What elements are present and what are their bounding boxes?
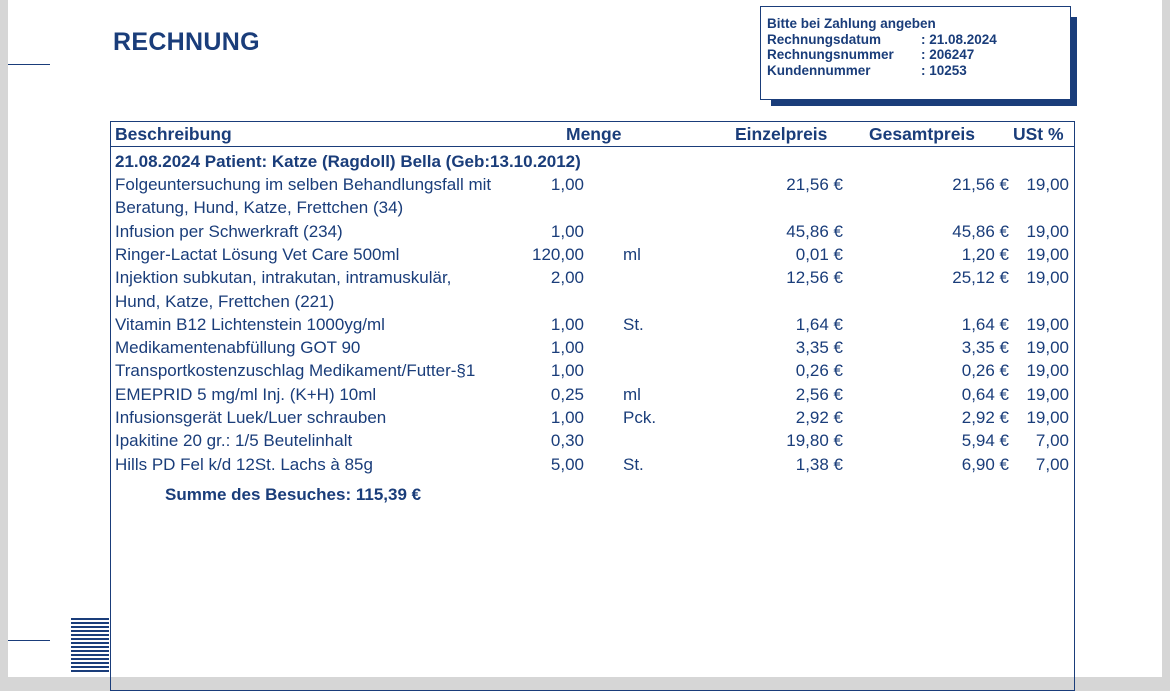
row-total-price: 5,94 € (961, 431, 1009, 451)
customer-number-label: Kundennummer (767, 62, 871, 78)
customer-number-value: : 10253 (921, 62, 967, 78)
row-unit: Pck. (623, 408, 657, 427)
row-vat: 19,00 (1026, 338, 1069, 358)
header-quantity: Menge (566, 124, 622, 144)
row-quantity: 0,30 (550, 431, 584, 451)
row-quantity: 120,00 (532, 244, 584, 264)
invoice-date-value: : 21.08.2024 (921, 31, 997, 47)
table-row (0, 431, 1154, 454)
row-description: Hills PD Fel k/d 12St. Lachs à 85g (115, 454, 373, 474)
row-vat: 19,00 (1026, 244, 1069, 264)
row-unit-price: 21,56 € (786, 175, 843, 194)
page-title: RECHNUNG (113, 28, 260, 56)
row-vat: 7,00 (1035, 454, 1069, 474)
row-description: Injektion subkutan, intrakutan, intramuskulär, (115, 268, 452, 288)
row-total-price: 3,35 € (961, 338, 1009, 358)
table-header (110, 121, 1075, 147)
row-description: Infusionsgerät Luek/Luer schrauben (115, 408, 387, 427)
row-quantity: 0,25 (550, 384, 584, 404)
row-vat: 19,00 (1026, 361, 1069, 381)
row-total-price: 1,20 € (961, 244, 1009, 264)
row-description: Ringer-Lactat Lösung Vet Care 500ml (115, 244, 400, 264)
row-total-price: 2,92 € (961, 408, 1009, 427)
row-unit-price: 0,01 € (795, 244, 843, 264)
info-heading: Bitte bei Zahlung angeben (767, 16, 936, 31)
row-unit: St. (623, 454, 644, 474)
patient-line: 21.08.2024 Patient: Katze (Ragdoll) Bella (Geb:13.10.2012) (115, 152, 581, 171)
row-quantity: 1,00 (550, 338, 584, 358)
customer-number-line (767, 63, 1070, 79)
row-total-price: 1,64 € (961, 314, 1009, 334)
invoice-number-label: Rechnungsnummer (767, 47, 894, 62)
row-total-price: 25,12 € (952, 268, 1009, 288)
row-quantity: 2,00 (550, 268, 584, 288)
row-vat: 19,00 (1026, 384, 1069, 404)
row-unit-price: 1,64 € (795, 314, 843, 334)
row-unit-price: 0,26 € (795, 361, 843, 381)
row-description: Ipakitine 20 gr.: 1/5 Beutelinhalt (115, 431, 353, 451)
barcode-marks (71, 618, 109, 677)
row-unit-price: 19,80 € (786, 431, 843, 451)
table-row (0, 408, 1154, 431)
row-unit: ml (623, 384, 641, 404)
row-unit: St. (623, 314, 644, 334)
invoice-number-line (767, 47, 1070, 63)
header-total-price: Gesamtpreis (869, 124, 976, 144)
table-row (0, 338, 1154, 361)
row-unit: ml (623, 244, 641, 264)
fold-mark-top (8, 64, 50, 65)
row-description: Beratung, Hund, Katze, Frettchen (34) (115, 198, 404, 218)
header-unit-price: Einzelpreis (735, 124, 828, 144)
row-vat: 19,00 (1026, 175, 1069, 194)
invoice-number-value: : 206247 (921, 47, 975, 62)
header-description: Beschreibung (115, 124, 232, 144)
row-unit-price: 45,86 € (786, 221, 843, 241)
table-row (0, 361, 1154, 384)
row-quantity: 1,00 (550, 408, 584, 427)
row-description: EMEPRID 5 mg/ml Inj. (K+H) 10ml (115, 384, 377, 404)
row-total-price: 0,26 € (961, 361, 1009, 381)
row-total-price: 6,90 € (961, 454, 1009, 474)
invoice-date-label: Rechnungsdatum (767, 31, 882, 47)
row-unit-price: 1,38 € (795, 454, 843, 474)
row-unit-price: 2,56 € (795, 384, 843, 404)
fold-mark-bottom (8, 640, 50, 641)
row-quantity: 1,00 (550, 175, 584, 194)
row-quantity: 1,00 (550, 361, 584, 381)
table-row (0, 385, 1154, 408)
row-description: Infusion per Schwerkraft (234) (115, 221, 343, 241)
row-description: Folgeuntersuchung im selben Behandlungsfall mit (115, 175, 492, 194)
row-description: Medikamentenabfüllung GOT 90 (115, 338, 361, 358)
table-row (0, 315, 1154, 338)
row-total-price: 45,86 € (952, 221, 1009, 241)
row-quantity: 5,00 (550, 454, 584, 474)
row-total-price: 21,56 € (952, 175, 1009, 194)
row-vat: 19,00 (1026, 221, 1069, 241)
row-unit-price: 12,56 € (786, 268, 843, 288)
table-row (0, 245, 1154, 268)
table-row (0, 222, 1154, 245)
row-quantity: 1,00 (550, 221, 584, 241)
row-vat: 19,00 (1026, 314, 1069, 334)
row-description: Hund, Katze, Frettchen (221) (115, 291, 335, 311)
table-row (0, 175, 1154, 198)
row-description: Transportkostenzuschlag Medikament/Futter-§1 (115, 361, 476, 381)
row-vat: 19,00 (1026, 268, 1069, 288)
row-description: Vitamin B12 Lichtenstein 1000yg/ml (115, 314, 385, 334)
payment-info-box (760, 6, 1071, 100)
table-row (0, 198, 1154, 221)
header-vat: USt % (1013, 124, 1064, 144)
table-row (0, 268, 1154, 291)
row-unit-price: 2,92 € (795, 408, 843, 427)
table-row (0, 455, 1154, 478)
row-unit-price: 3,35 € (795, 338, 843, 358)
row-vat: 7,00 (1035, 431, 1069, 451)
table-row (0, 292, 1154, 315)
row-vat: 19,00 (1026, 408, 1069, 427)
row-total-price: 0,64 € (961, 384, 1009, 404)
visit-sum: Summe des Besuches: 115,39 € (165, 485, 422, 504)
invoice-date-line (767, 32, 1070, 48)
row-quantity: 1,00 (550, 314, 584, 334)
